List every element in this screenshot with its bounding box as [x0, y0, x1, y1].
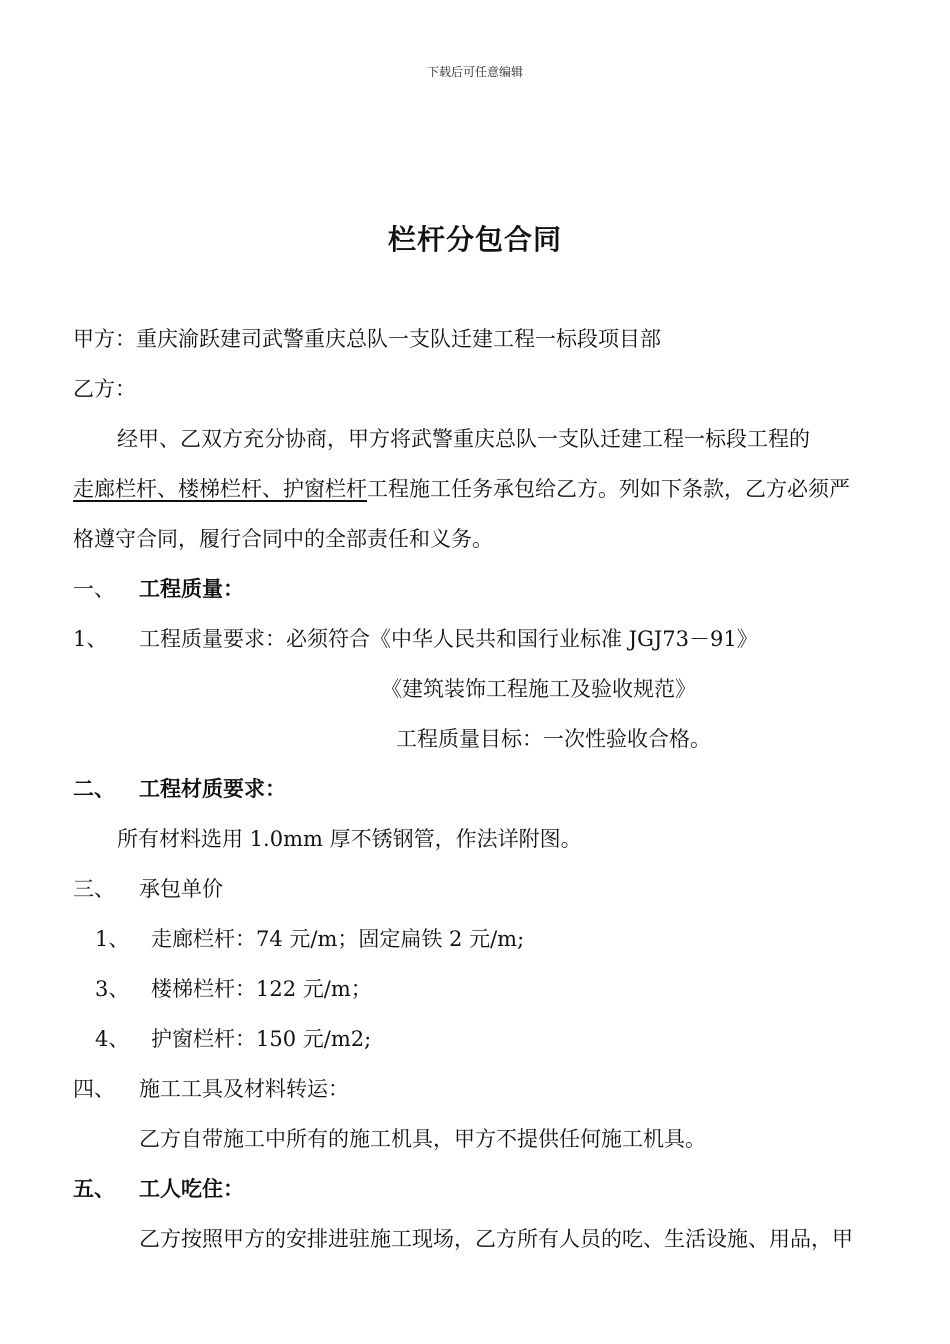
price-item-number: 4、	[95, 1027, 130, 1051]
section-5-number: 五、	[73, 1176, 115, 1201]
section-5-text: 乙方按照甲方的安排进驻施工现场，乙方所有人员的吃、生活设施、用品，甲	[139, 1227, 853, 1251]
party-b: 乙方：	[73, 377, 136, 401]
party-a: 甲方：重庆渝跃建司武警重庆总队一支队迁建工程一标段项目部	[73, 327, 661, 351]
section-2-title: 工程材质要求：	[139, 776, 286, 801]
section-5-heading	[73, 1174, 244, 1204]
section-1-title: 工程质量：	[139, 576, 244, 601]
price-item-number: 1、	[95, 927, 130, 951]
section-1-item-1	[73, 624, 758, 654]
document-title: 栏杆分包合同	[387, 223, 562, 256]
section-4-heading	[73, 1074, 349, 1104]
section-4-title: 施工工具及材料转运：	[139, 1077, 349, 1101]
section-1-item-1-number: 1、	[73, 627, 108, 651]
intro-line-2	[73, 474, 850, 504]
intro-line-3: 格遵守合同，履行合同中的全部责任和义务。	[73, 527, 493, 551]
section-4-number: 四、	[73, 1077, 115, 1101]
section-1-quality-goal: 工程质量目标：一次性验收合格。	[396, 727, 711, 751]
price-item-text: 护窗栏杆：150 元/m2;	[151, 1027, 372, 1051]
section-2-heading	[73, 774, 286, 804]
section-4-text: 乙方自带施工中所有的施工机具，甲方不提供任何施工机具。	[139, 1127, 706, 1151]
intro-underlined-scope: 走廊栏杆、楼梯栏杆、护窗栏杆	[73, 477, 367, 501]
section-3-number: 三、	[73, 877, 115, 901]
price-item-text: 走廊栏杆：74 元/m；固定扁铁 2 元/m;	[151, 927, 525, 951]
section-3-heading	[73, 874, 223, 904]
section-3-title: 承包单价	[139, 877, 223, 901]
price-item	[95, 924, 524, 954]
price-item	[95, 1024, 371, 1054]
section-1-heading	[73, 574, 244, 604]
intro-line-2-rest: 工程施工任务承包给乙方。列如下条款，乙方必须严	[367, 477, 850, 501]
section-1-item-1-text: 工程质量要求：必须符合《中华人民共和国行业标准 JGJ73－91》	[139, 627, 758, 651]
price-item-text: 楼梯栏杆：122 元/m；	[151, 977, 372, 1001]
section-1-standard-2: 《建筑装饰工程施工及验收规范》	[381, 677, 696, 701]
section-2-number: 二、	[73, 776, 115, 801]
section-5-title: 工人吃住：	[139, 1176, 244, 1201]
price-item	[95, 974, 372, 1004]
page-header: 下载后可任意编辑	[426, 65, 523, 79]
price-item-number: 3、	[95, 977, 130, 1001]
section-2-text: 所有材料选用 1.0mm 厚不锈钢管，作法详附图。	[117, 827, 582, 851]
section-1-number: 一、	[73, 577, 115, 601]
intro-line-1: 经甲、乙双方充分协商，甲方将武警重庆总队一支队迁建工程一标段工程的	[117, 427, 810, 451]
